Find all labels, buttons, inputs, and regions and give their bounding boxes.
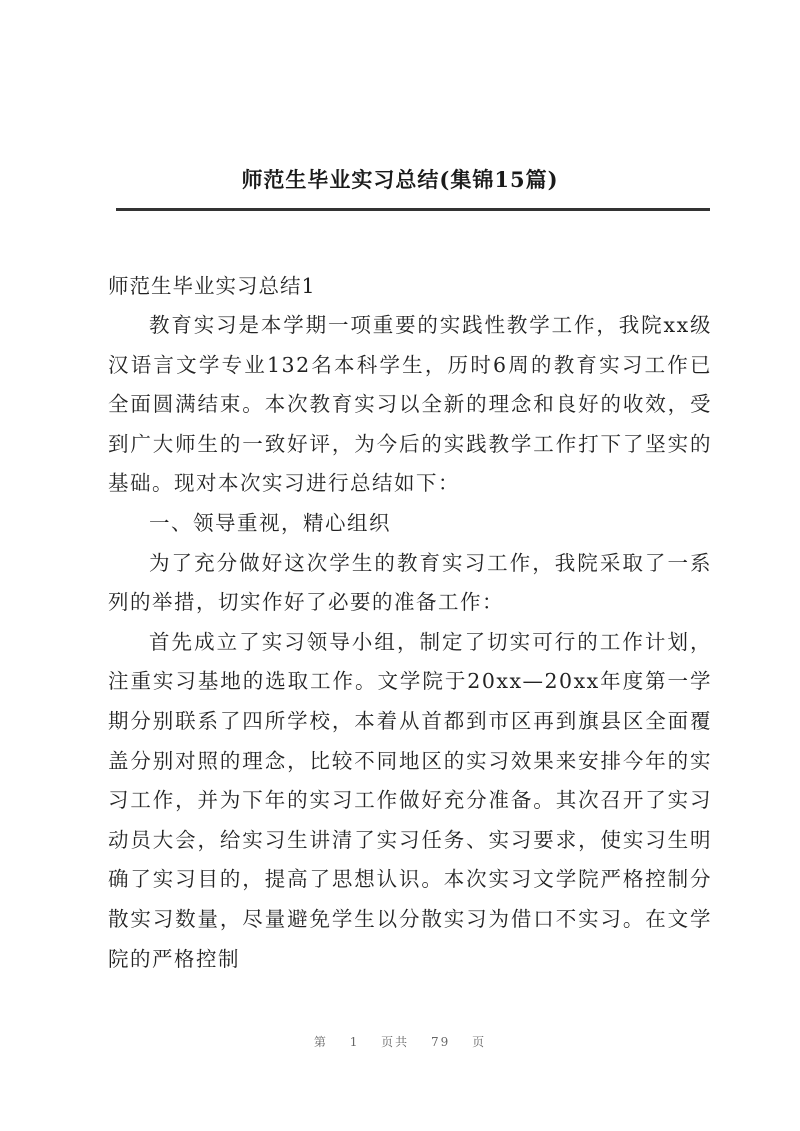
paragraph-preparation: 为了充分做好这次学生的教育实习工作，我院采取了一系列的举措，切实作好了必要的准备工作： xyxy=(108,550,712,615)
document-title: 师范生毕业实习总结(集锦15篇) xyxy=(241,167,559,192)
footer-label-end: 页 xyxy=(472,1035,487,1049)
title-underline xyxy=(116,208,710,211)
footer-current-page: 1 xyxy=(349,1035,360,1049)
paragraph-intro: 教育实习是本学期一项重要的实践性教学工作，我院xx级汉语言文学专业132名本科学生，历时6周的教育实习工作已全面圆满结束。本次教育实习以全新的理念和良好的收效，受到广大师生的一致好评，为今后的实践教学工作打下了坚实的基础。现对本次实习进行总结如下： xyxy=(108,313,712,496)
page-footer xyxy=(0,1033,800,1050)
footer-label-page: 第 xyxy=(313,1035,328,1049)
paragraph-subheading: 一、领导重视，精心组织 xyxy=(149,510,391,535)
footer-total-pages: 79 xyxy=(431,1035,451,1049)
section-heading: 师范生毕业实习总结1 xyxy=(108,274,316,298)
document-body xyxy=(108,267,712,979)
footer-label-of: 页共 xyxy=(381,1035,410,1049)
paragraph-details: 首先成立了实习领导小组，制定了切实可行的工作计划，注重实习基地的选取工作。文学院于20xx—20xx年度第一学期分别联系了四所学校，本着从首都到市区再到旗县区全面覆盖分别对照的理念，比较不同地区的实习效果来安排今年的实习工作，并为下年的实习工作做好充分准备。其次召开了实习动员大会，给实习生讲清了实习任务、实习要求，使实习生明确了实习目的，提高了思想认识。本次实习文学院严格控制分散实习数量，尽量避免学生以分散实习为借口不实习。在文学院的严格控制 xyxy=(108,629,712,971)
